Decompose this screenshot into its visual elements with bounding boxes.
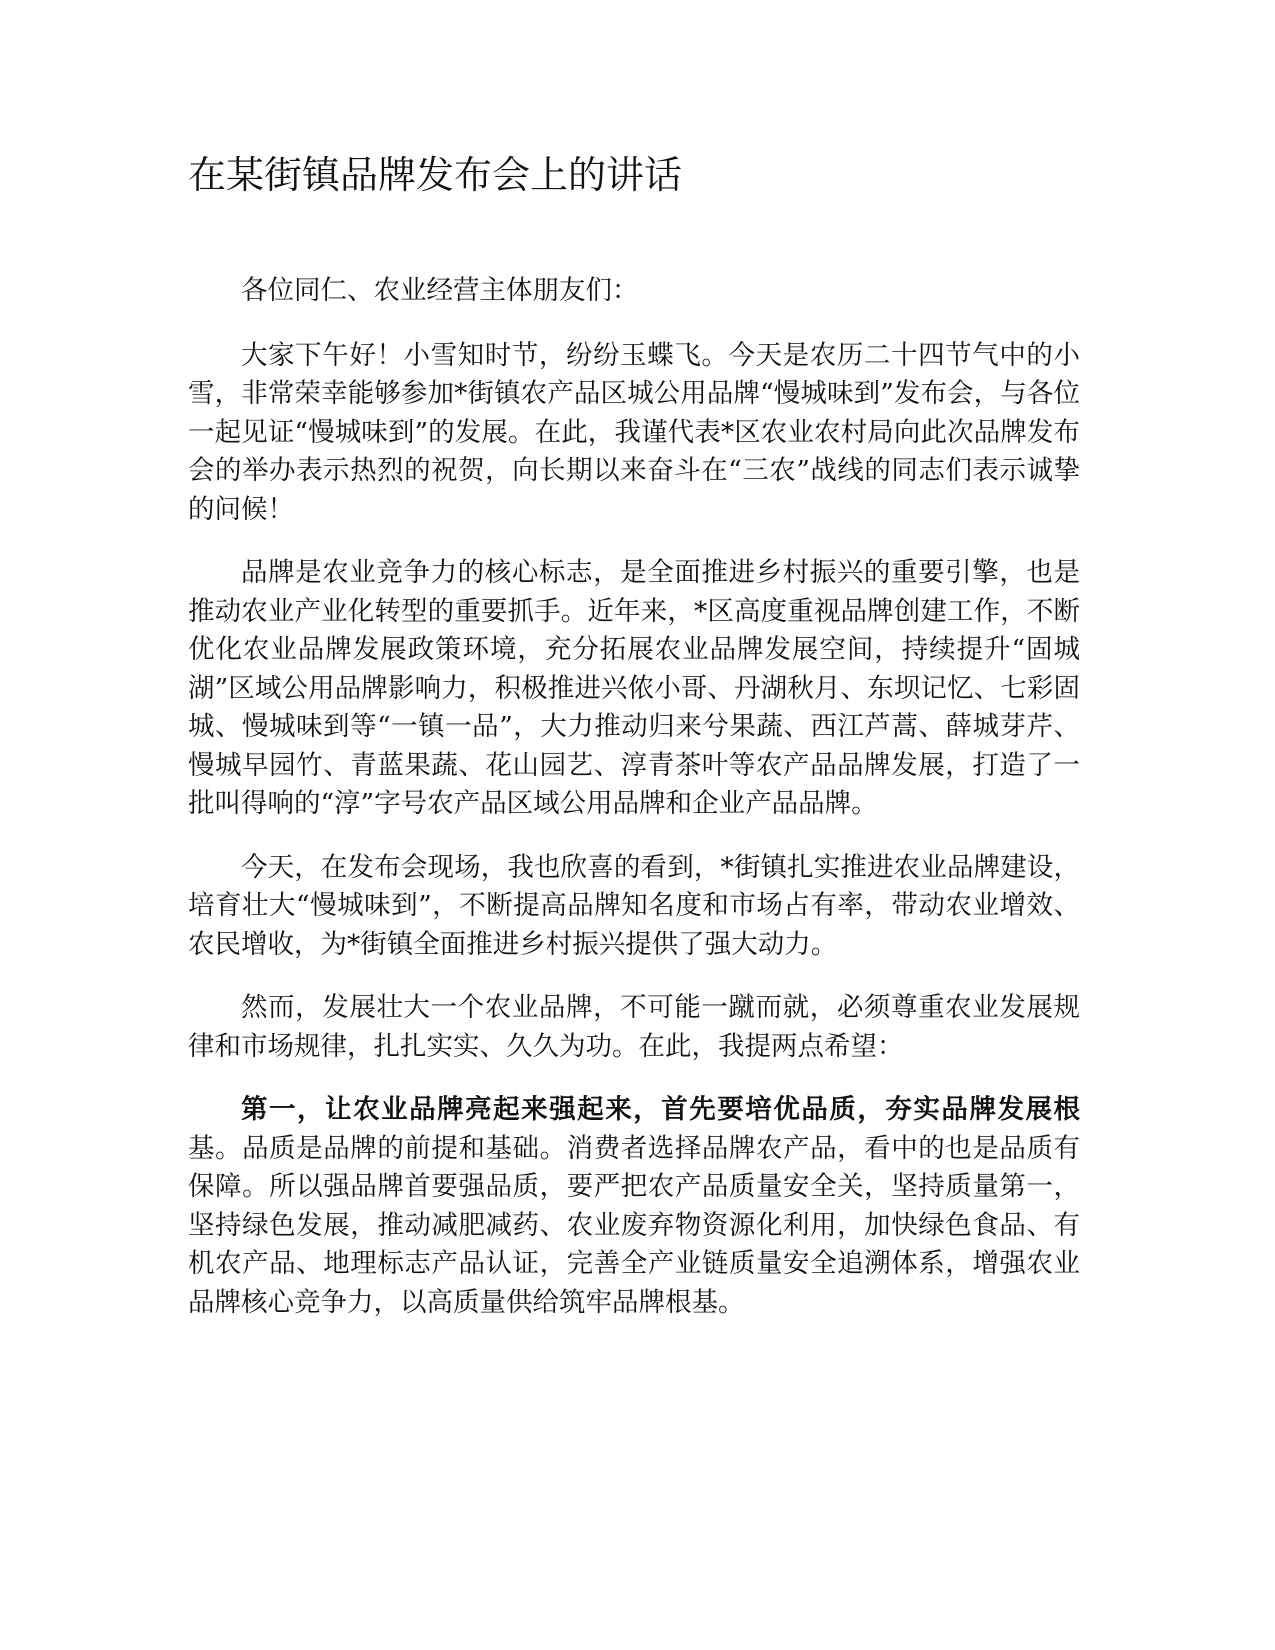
- document-title: 在某街镇品牌发布会上的讲话: [188, 153, 683, 197]
- opening-paragraph: 大家下午好！小雪知时节，纷纷玉蝶飞。今天是农历二十四节气中的小雪，非常荣幸能够参加*街镇农产品区城公用品牌“慢城味到”发布会，与各位一起见证“慢城味到”的发展。在此，我谨代表*区农业农村局向此次品牌发布会的举办表示热烈的祝贺，向长期以来奋斗在“三农”战线的同志们表示诚挚的问候！: [188, 339, 1080, 525]
- first-hope-heading: 第一，让农业品牌亮起来强起来，首先要培优品质，夯实品牌发展根: [241, 1094, 1080, 1125]
- first-hope-paragraph: [188, 1091, 1080, 1322]
- launch-observation-paragraph: 今天，在发布会现场，我也欣喜的看到，*街镇扎实推进农业品牌建设，培育壮大“慢城味到”，不断提高品牌知名度和市场占有率，带动农业增效、农民增收，为*街镇全面推进乡村振兴提供了强大动力。: [188, 851, 1080, 960]
- document-body: [188, 272, 1080, 1347]
- greeting-paragraph: 各位同仁、农业经营主体朋友们：: [241, 275, 639, 306]
- first-hope-text: 基。品质是品牌的前提和基础。消费者选择品牌农产品，看中的也是品质有保障。所以强品牌首要强品质，要严把农产品质量安全关，坚持质量第一，坚持绿色发展，推动减肥减药、农业废弃物资源化利用，加快绿色食品、有机农产品、地理标志产品认证，完善全产业链质量安全追溯体系，增强农业品牌核心竞争力，以高质量供给筑牢品牌根基。: [188, 1132, 1080, 1318]
- two-hopes-paragraph: 然而，发展壮大一个农业品牌，不可能一蹴而就，必须尊重农业发展规律和市场规律，扎扎实实、久久为功。在此，我提两点希望：: [188, 992, 1080, 1062]
- brand-importance-paragraph: 品牌是农业竞争力的核心标志，是全面推进乡村振兴的重要引擎，也是推动农业产业化转型的重要抓手。近年来，*区高度重视品牌创建工作，不断优化农业品牌发展政策环境，充分拓展农业品牌发展空间，持续提升“固城湖”区域公用品牌影响力，积极推进兴侬小哥、丹湖秋月、东坝记忆、七彩固城、慢城味到等“一镇一品”，大力推动归来兮果蔬、西江芦蒿、薛城芽芹、慢城早园竹、青蓝果蔬、花山园艺、淳青茶叶等农产品品牌发展，打造了一批叫得响的“淳”字号农产品区域公用品牌和企业产品品牌。: [188, 557, 1080, 819]
